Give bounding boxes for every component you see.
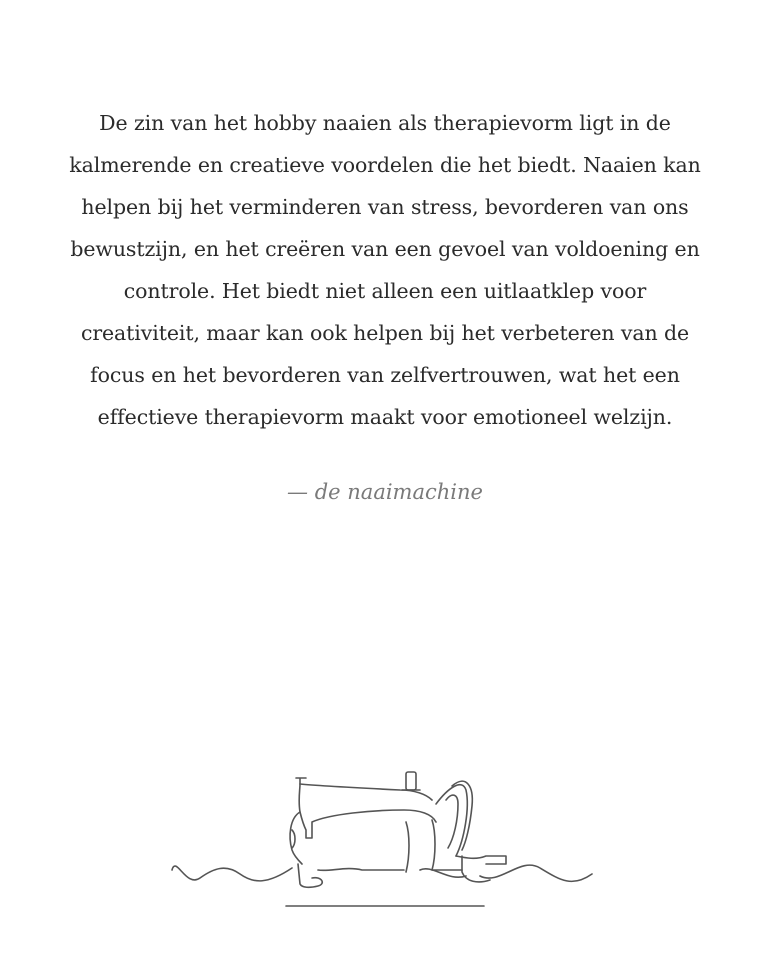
quote-line: kalmerende en creatieve voordelen die het biedt. Naaien kan <box>69 153 701 177</box>
quote-text <box>60 102 710 438</box>
quote-line: controle. Het biedt niet alleen een uitlaatklep voor <box>123 279 647 303</box>
quote-line: helpen bij het verminderen van stress, bevorderen van ons <box>81 195 689 219</box>
quote-line: creativiteit, maar kan ook helpen bij het verbeteren van de <box>80 321 690 345</box>
sewing-machine-icon <box>0 760 770 920</box>
quote-attribution: — de naaimachine <box>287 480 483 504</box>
quote-line: focus en het bevorderen van zelfvertrouwen, wat het een <box>90 363 680 387</box>
quote-line: bewustzijn, en het creëren van een gevoel van voldoening en <box>70 237 700 261</box>
quote-line: effectieve therapievorm maakt voor emotioneel welzijn. <box>97 405 673 429</box>
quote-line: De zin van het hobby naaien als therapievorm ligt in de <box>99 111 671 135</box>
